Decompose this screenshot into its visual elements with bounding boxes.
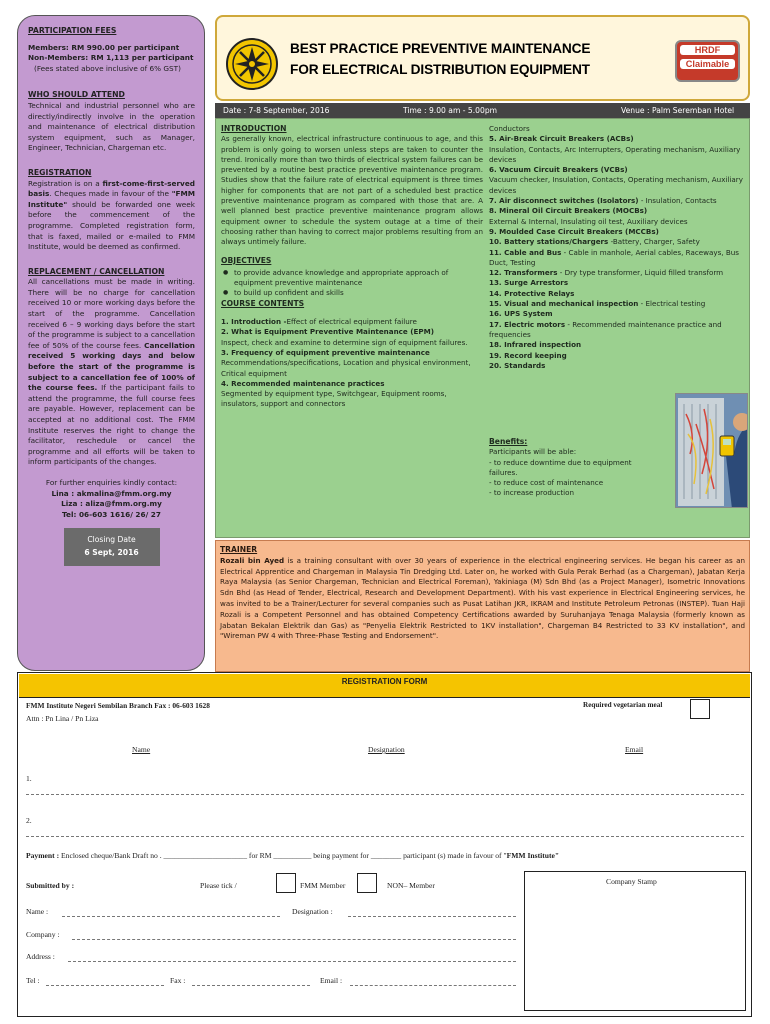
event-date: Date : 7-8 September, 2016 — [223, 106, 330, 115]
content-item-18: 18. Infrared inspection — [489, 340, 582, 350]
benefits-section — [489, 437, 639, 499]
content-item-8: 8. Mineral Oil Circuit Breakers (MOCBs) External & Internal, Insulating oil test, Auxiliary devices — [489, 206, 688, 226]
name-field[interactable] — [62, 916, 280, 917]
objective-item: ● to build up confident and skills — [221, 288, 483, 298]
column-name: Name — [132, 745, 151, 754]
company-field[interactable] — [72, 939, 516, 940]
please-tick-label: Please tick / — [200, 881, 237, 890]
cancellation-heading: REPLACEMENT / CANCELLATION — [28, 266, 165, 276]
content-item-7: 7. Air disconnect switches (Isolators) - Insulation, Contacts — [489, 196, 717, 206]
content-item-14: 14. Protective Relays — [489, 288, 575, 298]
designation-field[interactable] — [348, 916, 516, 917]
content-item-10: 10. Battery stations/Chargers -Battery, Charger, Safety — [489, 237, 700, 247]
registration-heading: REGISTRATION — [28, 167, 92, 177]
content-item-19: 19. Record keeping — [489, 350, 567, 360]
benefit-item: - to increase production — [489, 488, 574, 498]
event-time: Time : 9.00 am - 5.00pm — [403, 106, 498, 115]
participant-row-2-field[interactable] — [26, 836, 744, 837]
trainer-bio: Rozali bin Ayed is a training consultant with over 30 years of experience in the electrical engineering services. He began his career as an Electrical Apprentice and Chargeman in Malaysia Tin Dredging Ltd. Later on, he worked with Gula Perak Berhad (as a Chargeman), Jabatan Kerja Raya Malaysia (as Senior Chargeman, Technician and Electrical Foreman), Yakiniaga (M) Sdn Bhd (as a Project Manager), Isometric Innovations Sdn Bhd (as Head of Tender, Electrical, Research and Development Department). With his vast experience in Electrical Engineering services, he was invited to be a Trainer/Lecturer for several companies such as Pusat Latihan JKR, IKRAM and Institute Petroleum Petronas (INSTEP). Tuan Haji Rozali is a Competent Personnel and has obtained Competency Certifications awarded by Suruhanjaya Tenaga Malaysia (formerly known as Jabatan Bekalan Elektrik dan Gas) as "Penyelia Elektrik Restricted to 1KV installation", Chargeman B4 Restricted to 33 KV installation", and "Wireman PW 4 with Three-Phase Testing and Endorsement". — [220, 555, 745, 641]
content-item-conductors: Conductors — [489, 124, 530, 133]
non-member-label: NON– Member — [387, 881, 435, 890]
event-venue: Venue : Palm Seremban Hotel — [621, 106, 735, 115]
content-item-11: 11. Cable and Bus - Cable in manhole, Aerial cables, Raceways, Bus Duct, Testing — [489, 247, 739, 267]
attention-line: Attn : Pn Lina / Pn Liza — [26, 714, 99, 723]
address-field[interactable] — [68, 961, 516, 962]
introduction-section — [221, 124, 483, 410]
benefits-heading: Benefits: — [489, 437, 528, 446]
trainer-name: Rozali bin Ayed — [220, 555, 285, 565]
tel-label: Tel : — [26, 976, 40, 985]
content-item-1: 1. Introduction -Effect of electrical equipment failure — [221, 317, 417, 327]
contact-liza[interactable]: Liza : aliza@fmm.org.my — [61, 499, 162, 509]
content-item-2: 2. What is Equipment Preventive Maintenance (EPM) Inspect, check and examine to determine sign of equipment failures. — [221, 327, 468, 347]
column-designation: Designation — [368, 745, 405, 754]
fees-note: (Fees stated above inclusive of 6% GST) — [34, 63, 181, 73]
cancellation-text: All cancellations must be made in writing. There will be no charge for cancellation received 10 or more working days before the start of the programme. Cancellation received 6 – 9 working days before the start of the programme is subject to a cancellation fee of 50% of the course fees. Cancellation received 5 working days and below before the start of the programme is subject to a cancellation fee of 100% of the course fees. If the participant fails to attend the programme, the full course fees are payable. However, replacement can be accepted at no additional cost. The FMM Institute reserves the right to change the facilitator, reschedule or cancel the programme and all efforts will be taken to inform participants of the changes. — [28, 277, 196, 467]
contact-tel: Tel: 06-603 1616/ 26/ 27 — [62, 509, 161, 519]
company-stamp-box — [524, 871, 746, 1011]
contact-lina[interactable]: Lina : akmalina@fmm.org.my — [51, 488, 172, 498]
closing-date-label: Closing Date — [87, 535, 136, 545]
fees-members: Members: RM 990.00 per participant — [28, 42, 180, 52]
content-item-12: 12. Transformers - Dry type transformer, Liquid filled transform — [489, 268, 724, 278]
content-item-6: 6. Vacuum Circuit Breakers (VCBs) Vacuum checker, Insulation, Contacts, Operating mechanism, Auxiliary devices — [489, 165, 743, 195]
electrician-photo — [675, 393, 748, 508]
trainer-panel — [215, 540, 750, 672]
hrdf-label: HRDF — [680, 45, 735, 55]
content-item-20: 20. Standards — [489, 360, 546, 370]
content-item-4: 4. Recommended maintenance practices Segmented by equipment type, Switchgear, Equipment rooms, insulators, support and connectors — [221, 378, 447, 409]
info-sidebar — [17, 15, 205, 671]
benefits-intro: Participants will be able: — [489, 447, 577, 457]
fmm-logo-icon — [225, 37, 279, 91]
course-title: BEST PRACTICE PREVENTIVE MAINTENANCE FOR ELECTRICAL DISTRIBUTION EQUIPMENT — [290, 41, 591, 77]
content-item-3: 3. Frequency of equipment preventive maintenance Recommendations/specifications, Location and physical environment, Critical equipment — [221, 347, 471, 378]
vegetarian-checkbox[interactable] — [690, 699, 710, 719]
column-email: Email — [625, 745, 644, 754]
company-stamp-label: Company Stamp — [606, 877, 657, 886]
objectives-list — [221, 268, 483, 299]
registration-text: Registration is on a first-come-first-served basis. Cheques made in favour of the "FMM Institute" should be forwarded one week before the commencement of the programme. Completed registration form, that is faxed, mailed or e-mailed to FMM Institute, would be deemed as confirmed. — [28, 178, 195, 252]
content-item-5: 5. Air-Break Circuit Breakers (ACBs) Insulation, Contacts, Arc Interrupters, Operating mechanism, Auxiliary devices — [489, 134, 741, 164]
fees-heading: PARTICIPATION FEES — [28, 26, 117, 35]
trainer-heading: TRAINER — [220, 545, 258, 554]
contents-heading: COURSE CONTENTS — [221, 298, 305, 308]
submitted-by-label: Submitted by : — [26, 881, 75, 890]
payment-line: Payment : Enclosed cheque/Bank Draft no . ______________________ for RM __________ being payment for ________ participant (s) made in favour of "FMM Institute" — [26, 851, 560, 860]
email-label: Email : — [320, 976, 343, 985]
participant-row-1-field[interactable] — [26, 794, 744, 795]
tel-field[interactable] — [46, 985, 164, 986]
enquiries-intro: For further enquiries kindly contact: — [45, 477, 178, 487]
content-item-16: 16. UPS System — [489, 309, 553, 319]
company-label: Company : — [26, 930, 60, 939]
name-label: Name : — [26, 907, 49, 916]
content-item-9: 9. Moulded Case Circuit Breakers (MCCBs) — [489, 226, 659, 236]
benefit-item: - to reduce downtime due to equipment failures. — [489, 457, 632, 477]
hrdf-claimable-badge — [675, 40, 740, 82]
non-member-checkbox[interactable] — [357, 873, 377, 893]
fmm-member-label: FMM Member — [300, 881, 346, 890]
closing-date-value: 6 Sept, 2016 — [84, 548, 139, 558]
address-label: Address : — [26, 952, 55, 961]
fax-field[interactable] — [192, 985, 310, 986]
introduction-text: As generally known, electrical infrastructure continuous to age, and this problem is only going to worsen unless steps are taken to counter the trend. Ironically more than two thirds of electrical system failures can be prevented by a routine best practice preventive maintenance program. Studies show that the failure rate of electrical equipment is three times higher for components that are not part of a scheduled best practice preventive maintenance program as compared with those that are. A well planned best practice preventive maintenance program allows equipment owner to schedule the system outage at a time of their choosing rather than having to correct major problems resulting from an always untimely failure. — [221, 134, 483, 247]
fees-nonmembers: Non-Members: RM 1,113 per participant — [28, 53, 194, 63]
objective-item: ● to provide advance knowledge and appropriate approach of equipment preventive maintenance — [221, 268, 483, 289]
who-heading: WHO SHOULD ATTEND — [28, 90, 125, 100]
benefit-item: - to reduce cost of maintenance — [489, 478, 604, 488]
event-details-bar — [215, 103, 750, 118]
branch-fax-line: FMM Institute Negeri Sembilan Branch Fax : 06-603 1628 — [26, 701, 210, 710]
closing-date-badge — [64, 528, 160, 566]
participant-row-1-label: 1. — [26, 774, 32, 783]
registration-form-heading: REGISTRATION FORM — [19, 674, 750, 698]
course-contents-continued — [489, 124, 746, 371]
fax-label: Fax : — [170, 976, 186, 985]
fmm-member-checkbox[interactable] — [276, 873, 296, 893]
vegetarian-label: Required vegetarian meal — [583, 701, 663, 709]
email-field[interactable] — [350, 985, 516, 986]
who-text: Technical and industrial personnel who are directly/indirectly involve in the operation and maintenance of electrical distribution system equipment, such as Manager, Engineer, Technician, Chargeman etc. — [28, 100, 195, 153]
content-item-15: 15. Visual and mechanical inspection - Electrical testing — [489, 299, 706, 309]
participant-row-2-label: 2. — [26, 816, 32, 825]
content-item-13: 13. Surge Arrestors — [489, 278, 569, 288]
content-item-17: 17. Electric motors - Recommended maintenance practice and frequencies — [489, 319, 722, 339]
claimable-label: Claimable — [680, 59, 735, 69]
introduction-heading: INTRODUCTION — [221, 124, 287, 133]
designation-label: Designation : — [292, 907, 333, 916]
objectives-heading: OBJECTIVES — [221, 255, 272, 265]
